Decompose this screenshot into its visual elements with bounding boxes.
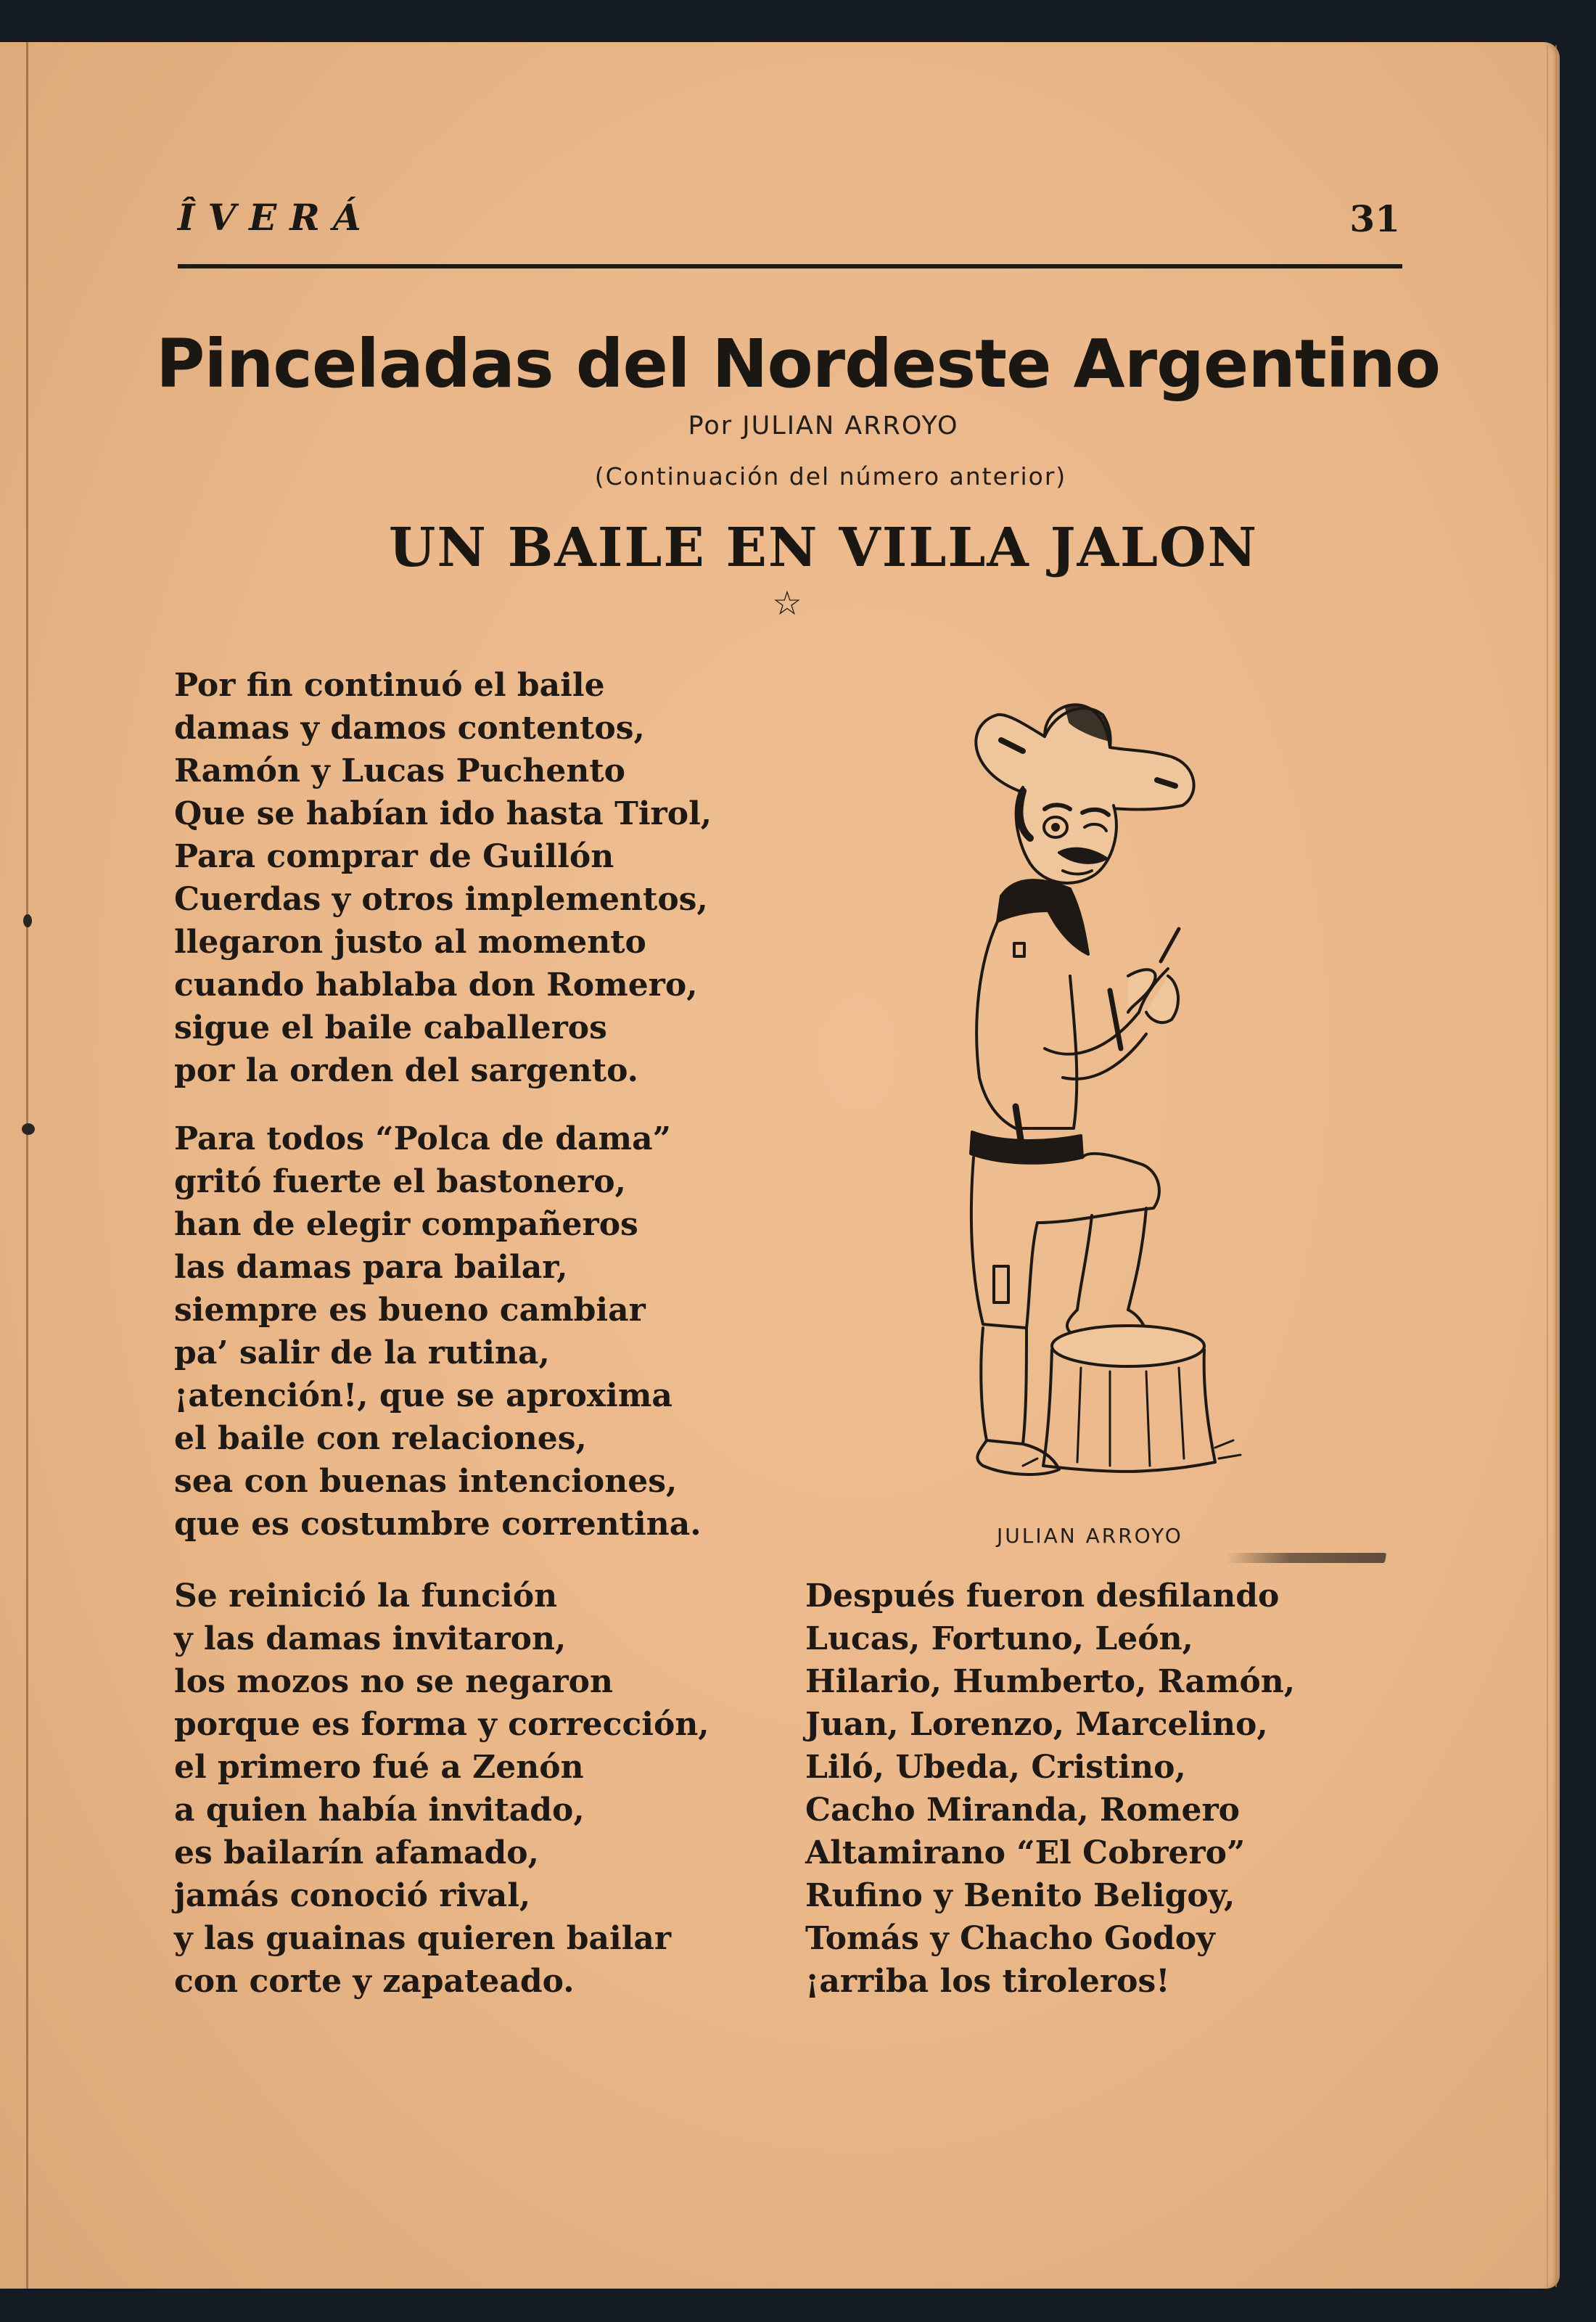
verse-line: Para todos “Polca de dama” (174, 1120, 671, 1157)
verse-line: ¡arriba los tiroleros! (805, 1963, 1170, 2000)
page-number: 31 (1349, 197, 1400, 240)
continuation-note: (Continuación del número anterior) (594, 462, 1067, 491)
stanza-4 (805, 1575, 1295, 2003)
verse-line: Tomás y Chacho Godoy (805, 1920, 1215, 1957)
verse-line: Liló, Ubeda, Cristino, (805, 1749, 1186, 1786)
gaucho-illustration (929, 671, 1306, 1535)
verse-line: damas y damos contentos, (174, 710, 645, 747)
header-rule (178, 264, 1402, 268)
verse-line: Cacho Miranda, Romero (805, 1792, 1240, 1829)
verse-line: los mozos no se negaron (174, 1663, 613, 1700)
verse-line: han de elegir compañeros (174, 1206, 638, 1243)
verse-line: Cuerdas y otros implementos, (174, 881, 708, 918)
verse-line: el primero fué a Zenón (174, 1749, 584, 1786)
legs-drawing (971, 1107, 1159, 1474)
verse-line: pa’ salir de la rutina, (174, 1334, 550, 1371)
tree-stump-drawing (1023, 1326, 1241, 1472)
verse-line: con corte y zapateado. (174, 1963, 575, 2000)
torso-drawing (976, 880, 1179, 1128)
verse-line: Después fueron desfilando (805, 1578, 1280, 1615)
verse-line: Hilario, Humberto, Ramón, (805, 1663, 1296, 1700)
verse-line: Para comprar de Guillón (174, 838, 614, 875)
byline: Por JULIAN ARROYO (688, 411, 959, 440)
verse-line: sea con buenas intenciones, (174, 1463, 678, 1500)
article-title: Pinceladas del Nordeste Argentino (155, 325, 1441, 403)
hat-drawing (976, 705, 1193, 809)
binding-stitch-mark (23, 914, 32, 927)
verse-line: siempre es bueno cambiar (174, 1292, 646, 1329)
verse-line: Por fin continuó el baile (174, 667, 605, 704)
stanza-2 (174, 1117, 702, 1546)
star-ornament-icon: ☆ (772, 583, 802, 623)
verse-line: Rufino y Benito Beligoy, (805, 1877, 1235, 1914)
verse-line: por la orden del sargento. (174, 1052, 638, 1089)
verse-line: porque es forma y corrección, (174, 1706, 709, 1743)
stanza-1 (174, 664, 712, 1092)
running-head: ÎVERÁ (178, 196, 374, 239)
verse-line: y las damas invitaron, (174, 1620, 567, 1657)
stanza-3 (174, 1575, 709, 2003)
verse-line: Altamirano “El Cobrero” (805, 1834, 1246, 1871)
illustration-caption: JULIAN ARROYO (997, 1524, 1183, 1548)
verse-line: el baile con relaciones, (174, 1420, 587, 1457)
verse-line: cuando hablaba don Romero, (174, 967, 698, 1004)
verse-line: sigue el baile caballeros (174, 1009, 607, 1046)
verse-line: Se reinició la función (174, 1578, 558, 1615)
verse-line: que es costumbre correntina. (174, 1506, 702, 1543)
verse-line: Que se habían ido hasta Tirol, (174, 795, 712, 832)
verse-line: llegaron justo al momento (174, 924, 646, 961)
binding-stitch-mark (22, 1123, 35, 1135)
verse-line: y las guainas quieren bailar (174, 1920, 672, 1957)
verse-line: gritó fuerte el bastonero, (174, 1163, 626, 1200)
verse-line: Juan, Lorenzo, Marcelino, (805, 1706, 1268, 1743)
verse-line: jamás conoció rival, (174, 1877, 531, 1914)
poem-title: UN BAILE EN VILLA JALON (388, 517, 1259, 579)
verse-line: Ramón y Lucas Puchento (174, 752, 626, 789)
verse-line: ¡atención!, que se aproxima (174, 1377, 672, 1414)
ink-smudge (1225, 1553, 1386, 1563)
verse-line: a quien había invitado, (174, 1792, 585, 1829)
verse-line: Lucas, Fortuno, León, (805, 1620, 1193, 1657)
verse-line: es bailarín afamado, (174, 1834, 539, 1871)
verse-line: las damas para bailar, (174, 1249, 568, 1286)
